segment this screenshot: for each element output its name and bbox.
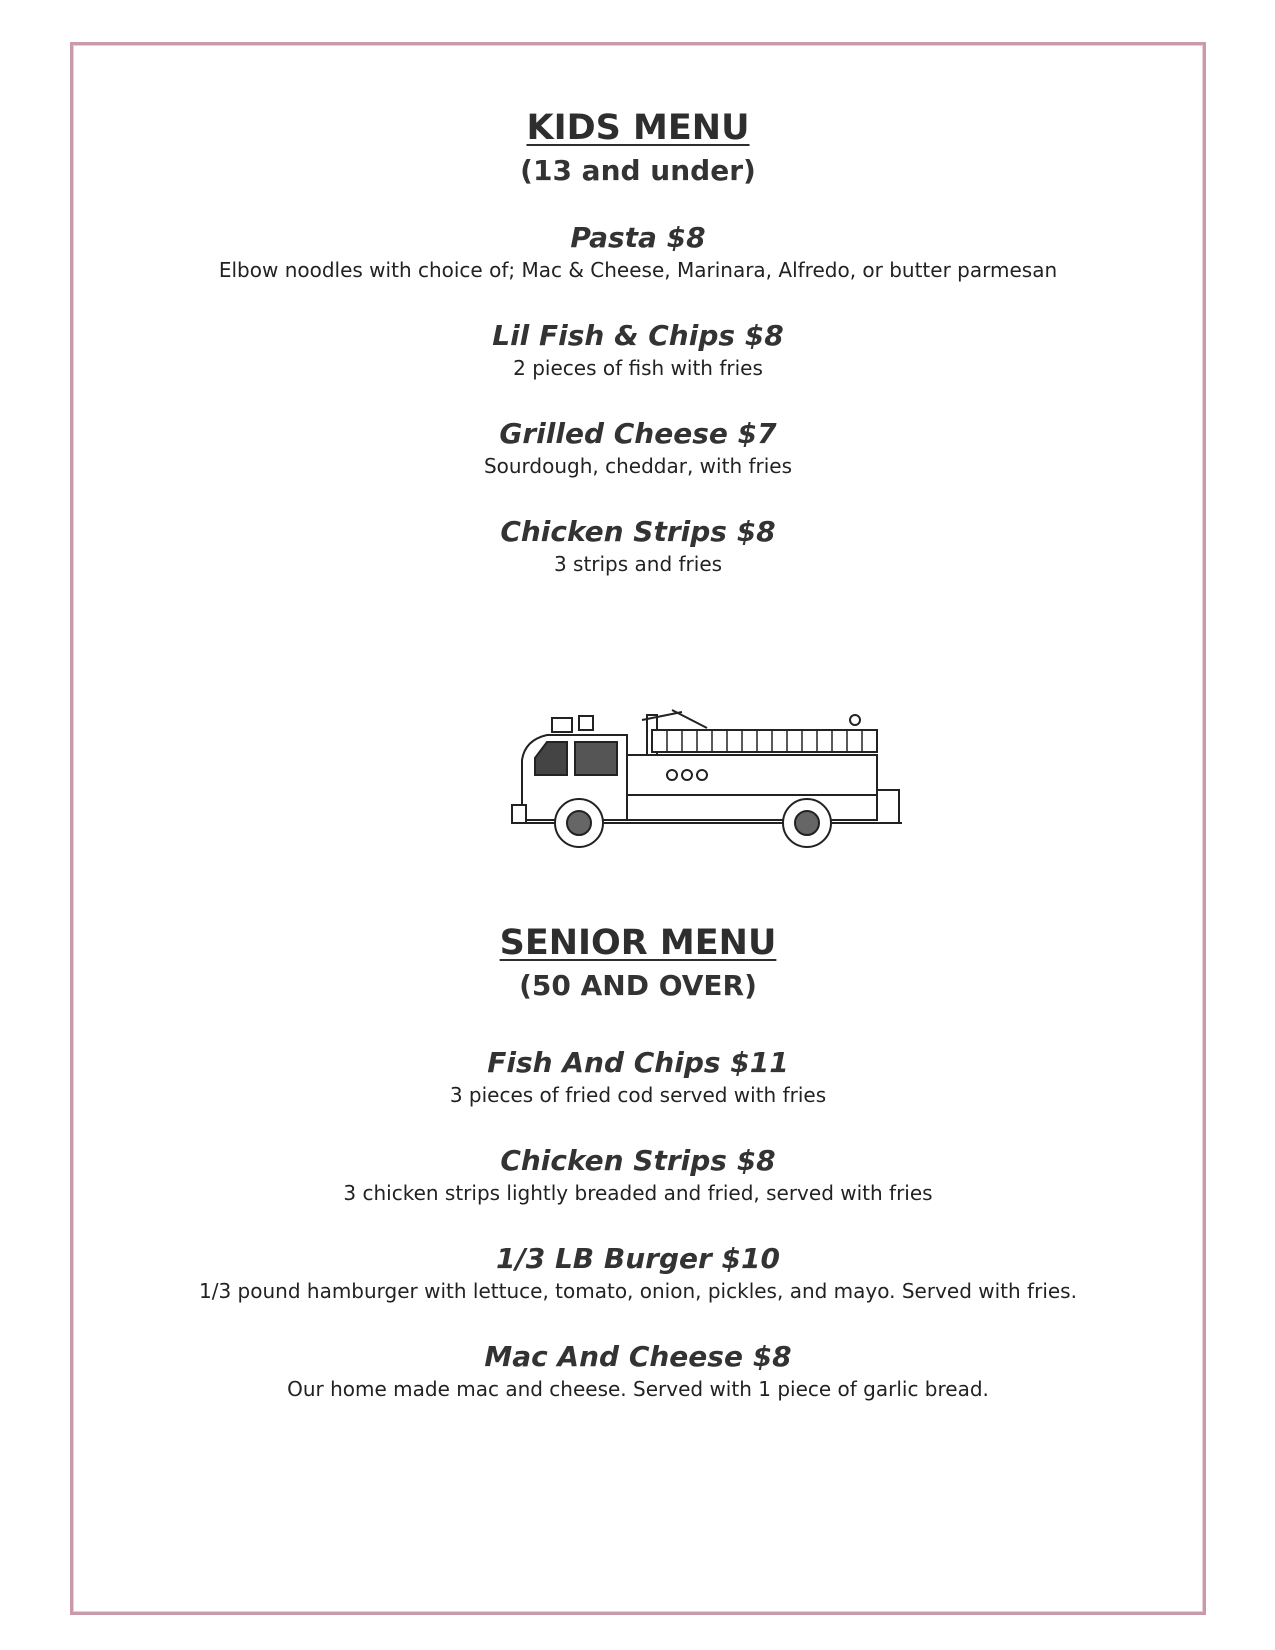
menu-item-name: Pasta $8 <box>570 221 706 254</box>
menu-item-description: 3 chicken strips lightly breaded and fried, served with fries <box>343 1181 933 1205</box>
menu-item-description: Elbow noodles with choice of; Mac & Cheese, Marinara, Alfredo, or butter parmesan <box>218 258 1058 282</box>
menu-item <box>70 514 1206 578</box>
menu-item <box>70 1241 1206 1305</box>
menu-item-name: Chicken Strips $8 <box>500 515 776 548</box>
menu-item-name: Lil Fish & Chips $8 <box>492 319 784 352</box>
menu-item-name: Chicken Strips $8 <box>500 1144 776 1177</box>
kids-menu-items <box>70 220 1206 578</box>
menu-item <box>70 416 1206 480</box>
senior-menu-subtitle: (50 AND OVER) <box>519 969 757 1002</box>
menu-item-description: 3 strips and fries <box>553 552 723 576</box>
menu-item <box>70 1339 1206 1403</box>
menu-item-name: Fish And Chips $11 <box>487 1046 789 1079</box>
menu-item-description: 1/3 pound hamburger with lettuce, tomato, onion, pickles, and mayo. Served with fries. <box>199 1279 1077 1303</box>
menu-item-description: Sourdough, cheddar, with fries <box>483 454 793 478</box>
menu-item <box>70 318 1206 382</box>
senior-menu-title: SENIOR MENU <box>499 923 777 963</box>
menu-item-description: 3 pieces of fried cod served with fries <box>449 1083 827 1107</box>
senior-menu-items <box>70 1045 1206 1403</box>
menu-item <box>70 220 1206 284</box>
menu-item-name: 1/3 LB Burger $10 <box>496 1242 780 1275</box>
menu-item <box>70 1045 1206 1109</box>
menu-item-description: 2 pieces of fish with fries <box>513 356 763 380</box>
kids-menu-subtitle: (13 and under) <box>520 154 756 187</box>
menu-item <box>70 1143 1206 1207</box>
senior-menu-section <box>70 921 1206 1403</box>
menu-item-description: Our home made mac and cheese. Served with 1 piece of garlic bread. <box>287 1377 989 1401</box>
menu-item-name: Grilled Cheese $7 <box>499 417 777 450</box>
kids-menu-section <box>70 106 1206 578</box>
menu-item-name: Mac And Cheese $8 <box>484 1340 792 1373</box>
kids-menu-title: KIDS MENU <box>526 108 750 148</box>
fire-truck-icon <box>507 700 911 850</box>
